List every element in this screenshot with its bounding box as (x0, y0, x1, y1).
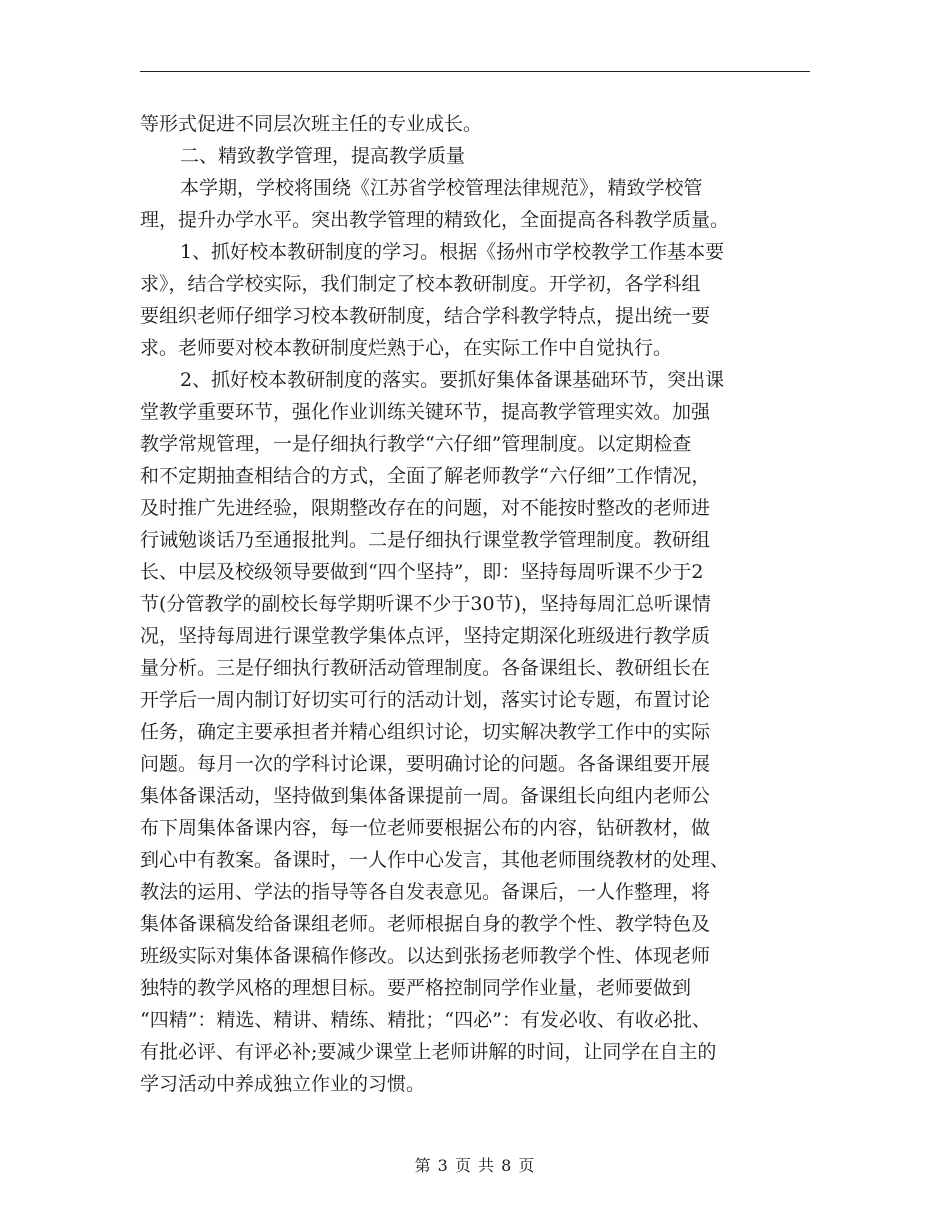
text-line: 量分析。三是仔细执行教研活动管理制度。各备课组长、教研组长在 (140, 657, 711, 679)
text-line: 到心中有教案。备课时，一人作中心发言，其他老师围绕教材的处理、 (140, 849, 730, 871)
text-line: 长、中层及校级领导要做到“四个坚持”，即：坚持每周听课不少于2 (140, 561, 704, 583)
text-line: 求》，结合学校实际，我们制定了校本教研制度。开学初，各学科组 (140, 273, 701, 295)
text-line: 本学期，学校将围绕《江苏省学校管理法律规范》，精致学校管 (180, 177, 703, 199)
text-line: 节(分管教学的副校长每学期听课不少于30节)，坚持每周汇总听课情 (140, 593, 712, 615)
text-line: 教学常规管理，一是仔细执行教学“六仔细”管理制度。以定期检查 (140, 433, 692, 455)
text-line: 集体备课稿发给备课组老师。老师根据自身的教学个性、教学特色及 (140, 913, 711, 935)
text-line: 独特的教学风格的理想目标。要严格控制同学作业量，老师要做到 (140, 977, 692, 999)
text-line: 布下周集体备课内容，每一位老师要根据公布的内容，钻研教材，做 (140, 817, 711, 839)
text-line: 2、抓好校本教研制度的落实。要抓好集体备课基础环节，突出课 (180, 369, 725, 391)
text-line: “四精”：精选、精讲、精练、精批；“四必”：有发必收、有收必批、 (140, 1009, 711, 1031)
header-rule (140, 71, 810, 72)
text-line: 班级实际对集体备课稿作修改。以达到张扬老师教学个性、体现老师 (140, 945, 711, 967)
text-line: 有批必评、有评必补;要减少课堂上老师讲解的时间，让同学在自主的 (140, 1041, 717, 1063)
section-heading: 二、精致教学管理，提高教学质量 (180, 145, 466, 167)
text-line: 等形式促进不同层次班主任的专业成长。 (140, 113, 483, 135)
text-line: 1、抓好校本教研制度的学习。根据《扬州市学校教学工作基本要 (180, 241, 725, 263)
text-line: 理，提升办学水平。突出教学管理的精致化，全面提高各科教学质量。 (140, 209, 730, 231)
text-line: 问题。每月一次的学科讨论课，要明确讨论的问题。各备课组要开展 (140, 753, 711, 775)
text-line: 行诫勉谈话乃至通报批判。二是仔细执行课堂教学管理制度。教研组 (140, 529, 711, 551)
text-line: 教法的运用、学法的指导等各自发表意见。备课后，一人作整理，将 (140, 881, 711, 903)
text-line: 开学后一周内制订好切实可行的活动计划，落实讨论专题，布置讨论 (140, 689, 711, 711)
text-line: 要组织老师仔细学习校本教研制度，结合学科教学特点，提出统一要 (140, 305, 711, 327)
text-line: 集体备课活动，坚持做到集体备课提前一周。备课组长向组内老师公 (140, 785, 711, 807)
text-line: 和不定期抽查相结合的方式，全面了解老师教学“六仔细”工作情况， (140, 465, 711, 487)
text-line: 求。老师要对校本教研制度烂熟于心，在实际工作中自觉执行。 (140, 337, 673, 359)
document-body (140, 108, 812, 1100)
text-line: 堂教学重要环节，强化作业训练关键环节，提高教学管理实效。加强 (140, 401, 711, 423)
text-line: 任务，确定主要承担者并精心组织讨论，切实解决教学工作中的实际 (140, 721, 711, 743)
text-line: 及时推广先进经验，限期整改存在的问题，对不能按时整改的老师进 (140, 497, 711, 519)
text-line: 况，坚持每周进行课堂教学集体点评，坚持定期深化班级进行教学质 (140, 625, 711, 647)
text-line: 学习活动中养成独立作业的习惯。 (140, 1073, 426, 1095)
page-number-footer: 第 3 页 共 8 页 (414, 1156, 536, 1175)
